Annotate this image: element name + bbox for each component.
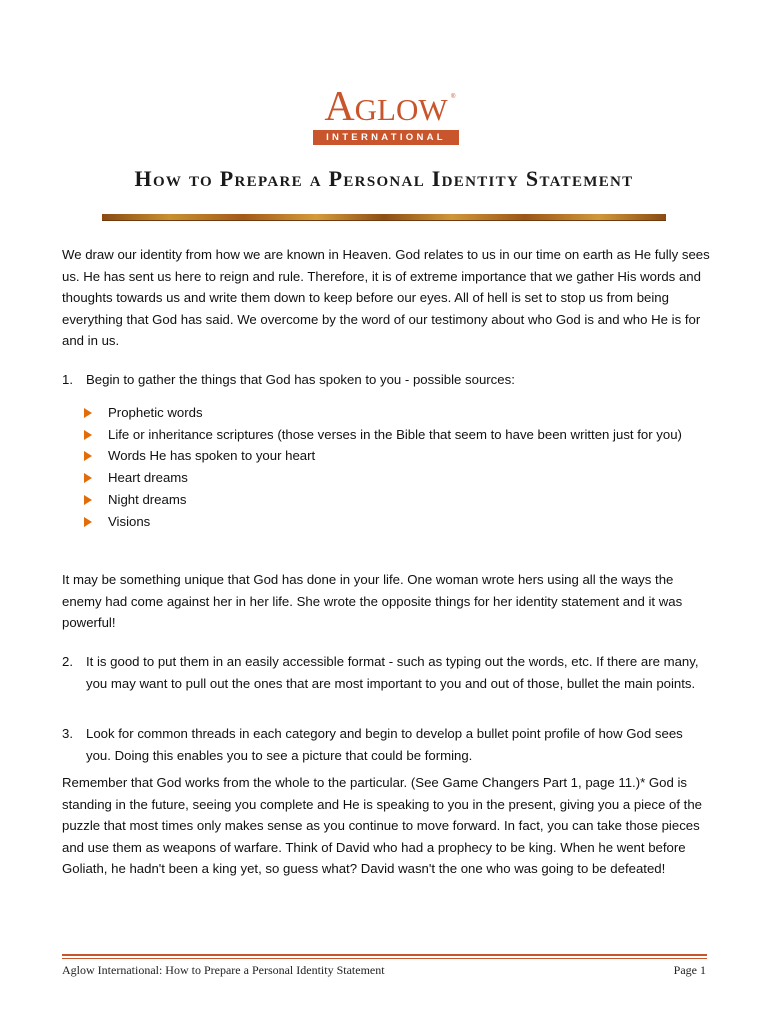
step-text: Begin to gather the things that God has spoken to you - possible sources: (86, 372, 515, 387)
list-item: Life or inheritance scriptures (those verses in the Bible that seem to have been written just for you) (84, 424, 710, 446)
list-item: Prophetic words (84, 402, 710, 424)
logo-wordmark: AGLOW (324, 84, 448, 130)
footer-document-title: Aglow International: How to Prepare a Personal Identity Statement (62, 963, 385, 977)
arrow-bullet-icon (84, 451, 92, 461)
step-number: 3. (62, 726, 73, 741)
trademark-symbol: ® (451, 94, 456, 100)
step-number: 2. (62, 654, 73, 669)
page-number: Page 1 (673, 963, 706, 977)
step-number: 1. (62, 372, 73, 387)
arrow-bullet-icon (84, 430, 92, 440)
decorative-band-underline (102, 220, 666, 221)
document-title: How to Prepare a Personal Identity Statement (134, 166, 634, 191)
footer-rule (62, 954, 707, 956)
arrow-bullet-icon (84, 473, 92, 483)
remember-paragraph: Remember that God works from the whole to the particular. (See Game Changers Part 1, page 11.)* God is standing in the future, seeing you complete and He is speaking to you in the present, giving you a piece of the puzzle that most times only makes sense as you continue to move forward. In fact, you can take those pieces and use them as weapons of warfare. Think of David who had a prophecy to be king. When he went before Goliath, he hadn't been a king yet, so guess what? David wasn't the one who was going to be defeated! (62, 775, 703, 876)
logo-tagline: INTERNATIONAL (313, 130, 459, 145)
list-item: Heart dreams (84, 467, 710, 489)
intro-paragraph: We draw our identity from how we are known in Heaven. God relates to us in our time on earth as He fully sees us. He has sent us here to reign and rule. Therefore, it is of extreme importance that we gather His words and thoughts towards us and write them down to keep before our eyes. All of hell is set to stop us from being everything that God has said. We overcome by the word of our testimony about who God is and who He is for and in us. (62, 247, 710, 348)
unique-paragraph: It may be something unique that God has done in your life. One woman wrote hers using all the ways the enemy had come against her in her life. She wrote the opposite things for her identity statement and it was powerful! (62, 572, 683, 630)
arrow-bullet-icon (84, 495, 92, 505)
list-item: Visions (84, 511, 710, 533)
arrow-bullet-icon (84, 408, 92, 418)
footer-rule-thin (62, 958, 707, 959)
step-text: Look for common threads in each category and begin to develop a bullet point profile of how God sees you. Doing this enables you to see a picture that could be forming. (86, 726, 683, 763)
list-item: Night dreams (84, 489, 710, 511)
sources-list (84, 402, 710, 532)
aglow-logo (313, 86, 459, 148)
list-item: Words He has spoken to your heart (84, 445, 710, 467)
step-text: It is good to put them in an easily accessible format - such as typing out the words, etc. If there are many, you may want to pull out the ones that are most important to you and out of those, bullet the main points. (86, 654, 699, 691)
arrow-bullet-icon (84, 517, 92, 527)
